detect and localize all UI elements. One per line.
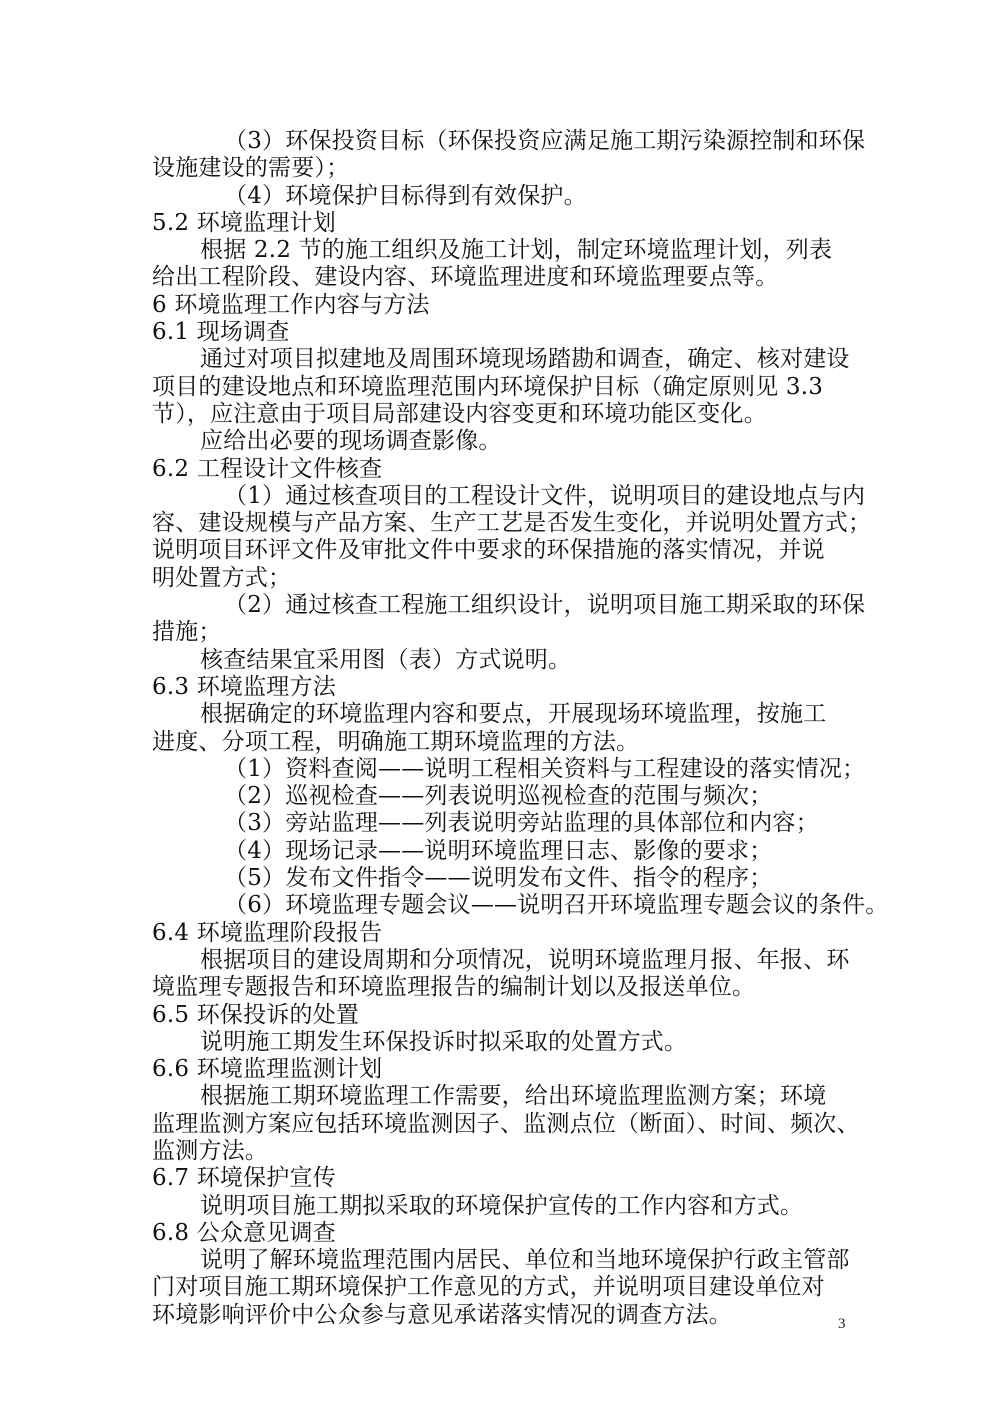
paragraph-line: （2）通过核查工程施工组织设计，说明项目施工期采取的环保 xyxy=(224,592,866,619)
text-line: 监理监测方案应包括环境监测因子、监测点位（断面）、时间、频次、 xyxy=(152,1110,860,1137)
text-line: 5.2 环境监理计划 xyxy=(152,209,336,236)
page-number: 3 xyxy=(838,1316,846,1332)
paragraph-line: （1）资料查阅——说明工程相关资料与工程建设的落实情况； xyxy=(224,755,866,782)
document-body xyxy=(152,128,889,1329)
paragraph-line: 说明了解环境监理范围内居民、单位和当地环境保护行政主管部 xyxy=(200,1247,850,1274)
paragraph-line: 应给出必要的现场调查影像。 xyxy=(200,428,502,455)
paragraph-line: 核查结果宜采用图（表）方式说明。 xyxy=(200,646,572,673)
paragraph-line: （1）通过核查项目的工程设计文件，说明项目的建设地点与内 xyxy=(224,482,866,509)
text-line: 明处置方式； xyxy=(152,564,292,591)
text-line: 6.1 现场调查 xyxy=(152,319,290,346)
text-line: 给出工程阶段、建设内容、环境监理进度和环境监理要点等。 xyxy=(152,264,779,291)
paragraph-line: （5）发布文件指令——说明发布文件、指令的程序； xyxy=(224,865,773,892)
text-line: 容、建设规模与产品方案、生产工艺是否发生变化，并说明处置方式； xyxy=(152,510,872,537)
text-line: 设施建设的需要）； xyxy=(152,155,350,182)
text-line: 环境影响评价中公众参与意见承诺落实情况的调查方法。 xyxy=(152,1301,732,1328)
paragraph-line: （3）旁站监理——列表说明旁站监理的具体部位和内容； xyxy=(224,810,819,837)
text-line: 6 环境监理工作内容与方法 xyxy=(152,291,430,318)
text-line: 说明项目环评文件及审批文件中要求的环保措施的落实情况，并说 xyxy=(152,537,825,564)
text-line: 项目的建设地点和环境监理范围内环境保护目标（确定原则见 3.3 xyxy=(152,373,824,400)
paragraph-line: 根据施工期环境监理工作需要，给出环境监理监测方案；环境 xyxy=(200,1083,827,1110)
paragraph-line: 根据 2.2 节的施工组织及施工计划，制定环境监理计划，列表 xyxy=(200,237,833,264)
text-line: 监测方法。 xyxy=(152,1137,268,1164)
text-line: 措施； xyxy=(152,619,222,646)
paragraph-line: （2）巡视检查——列表说明巡视检查的范围与频次； xyxy=(224,783,773,810)
paragraph-line: （6）环境监理专题会议——说明召开环境监理专题会议的条件。 xyxy=(224,892,889,919)
text-line: 6.8 公众意见调查 xyxy=(152,1219,336,1246)
paragraph-line: 根据确定的环境监理内容和要点，开展现场环境监理，按施工 xyxy=(200,701,827,728)
text-line: 6.3 环境监理方法 xyxy=(152,673,336,700)
paragraph-line: 说明项目施工期拟采取的环境保护宣传的工作内容和方式。 xyxy=(200,1192,804,1219)
paragraph-line: 说明施工期发生环保投诉时拟采取的处置方式。 xyxy=(200,1028,688,1055)
text-line: 节），应注意由于项目局部建设内容变更和环境功能区变化。 xyxy=(152,400,767,427)
text-line: 6.2 工程设计文件核查 xyxy=(152,455,383,482)
paragraph-line: 通过对项目拟建地及周围环境现场踏勘和调查，确定、核对建设 xyxy=(200,346,850,373)
paragraph-line: 根据项目的建设周期和分项情况，说明环境监理月报、年报、环 xyxy=(200,946,850,973)
text-line: 6.6 环境监理监测计划 xyxy=(152,1056,383,1083)
paragraph-line: （4）环境保护目标得到有效保护。 xyxy=(224,182,587,209)
text-line: 6.4 环境监理阶段报告 xyxy=(152,919,383,946)
text-line: 境监理专题报告和环境监理报告的编制计划以及报送单位。 xyxy=(152,974,756,1001)
text-line: 6.7 环境保护宣传 xyxy=(152,1165,336,1192)
paragraph-line: （4）现场记录——说明环境监理日志、影像的要求； xyxy=(224,837,773,864)
text-line: 进度、分项工程，明确施工期环境监理的方法。 xyxy=(152,728,640,755)
paragraph-line: （3）环保投资目标（环保投资应满足施工期污染源控制和环保 xyxy=(224,128,866,154)
text-line: 门对项目施工期环境保护工作意见的方式，并说明项目建设单位对 xyxy=(152,1274,825,1301)
text-line: 6.5 环保投诉的处置 xyxy=(152,1001,360,1028)
